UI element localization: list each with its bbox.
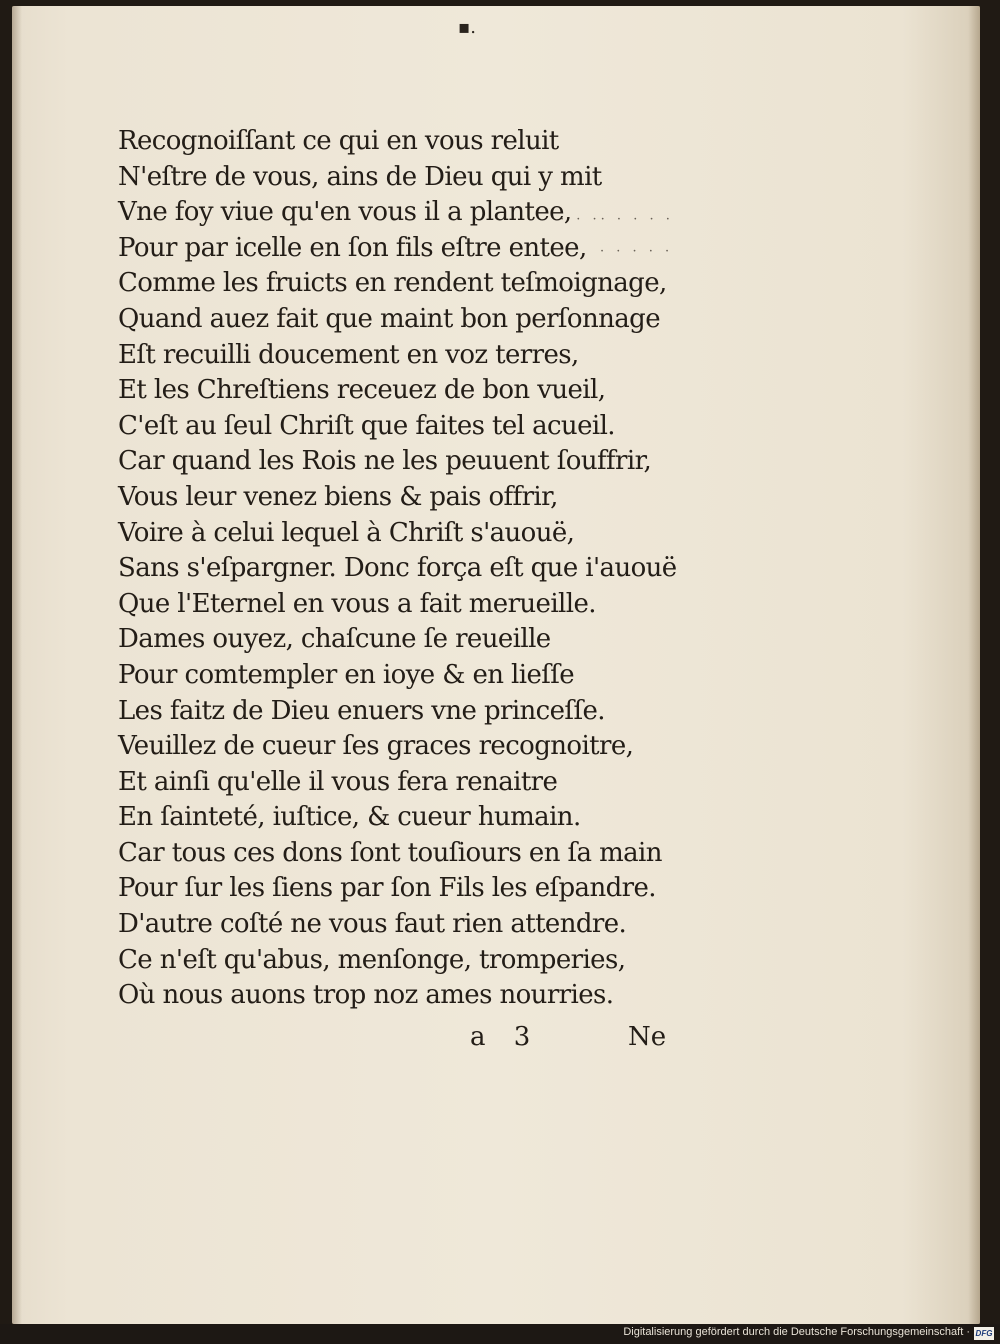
verse-line: Ce n'eſt qu'abus, menſonge, tromperies,: [118, 944, 626, 975]
verse-line: Vous leur venez biens & pais offrir,: [118, 481, 558, 512]
verse-line: Veuillez de cueur ſes graces recognoitre,: [118, 731, 634, 762]
verse-line: Eſt recuilli doucement en voz terres,: [118, 339, 579, 370]
dfg-logo: DFG: [975, 1329, 993, 1338]
verse-line: Et ainſi qu'elle il vous fera renaitre: [118, 766, 558, 797]
verse-line: Car tous ces dons ſont touſiours en ſa main: [118, 837, 662, 868]
top-printer-mark: ▪.: [458, 17, 476, 38]
verse-line: Comme les fruicts en rendent teſmoignage,: [118, 268, 667, 299]
funding-credit: Digitalisierung gefördert durch die Deutsche Forschungsgemeinschaft ·: [623, 1326, 970, 1338]
verse-line: En ſainteté, iuſtice, & cueur humain.: [118, 802, 581, 833]
verse-line: Où nous auons trop noz ames nourries.: [118, 980, 614, 1011]
page-edge: [968, 6, 980, 1324]
verse-line: D'autre coſté ne vous faut rien attendre.: [118, 909, 627, 940]
verse-line: Quand auez fait que maint bon perſonnage: [118, 303, 660, 334]
page-gutter-shadow: [12, 6, 22, 1324]
verse-line: Les faitz de Dieu enuers vne princeſſe.: [118, 695, 605, 726]
show-through-ink: · · ·· · · · ·: [560, 212, 674, 227]
show-through-ink: · · · · ·: [600, 244, 674, 259]
page-foot: [0, 1022, 1000, 1062]
signature-mark: a 3: [470, 1022, 541, 1052]
verse-line: Pour ſur les ſiens par ſon Fils les eſpandre.: [118, 873, 656, 904]
verse-line: Que l'Eternel en vous a fait merueille.: [118, 588, 596, 619]
verse-line: N'eſtre de vous, ains de Dieu qui y mit: [118, 161, 602, 192]
verse-line: C'eſt au ſeul Chriſt que faites tel acueil.: [118, 410, 615, 441]
verse-line: Dames ouyez, chaſcune ſe reueille: [118, 624, 551, 655]
verse-line: Vne foy viue qu'en vous il a plantee,: [118, 197, 572, 228]
verse-line: Pour par icelle en ſon fils eſtre entee,: [118, 232, 587, 263]
verse-line: Recognoiſſant ce qui en vous reluit: [118, 126, 559, 156]
verse-line: Et les Chreſtiens receuez de bon vueil,: [118, 375, 606, 406]
verse-line: Car quand les Rois ne les peuuent ſouffrir,: [118, 446, 652, 477]
verse-line: Voire à celui lequel à Chriſt s'auouë,: [118, 517, 575, 548]
catchword: Ne: [628, 1022, 667, 1052]
verse-line: Sans s'eſpargner. Donc força eſt que i'auouë: [118, 553, 677, 584]
verse-text: [118, 124, 718, 1014]
verse-line: Pour comtempler en ioye & en lieſſe: [118, 659, 575, 690]
